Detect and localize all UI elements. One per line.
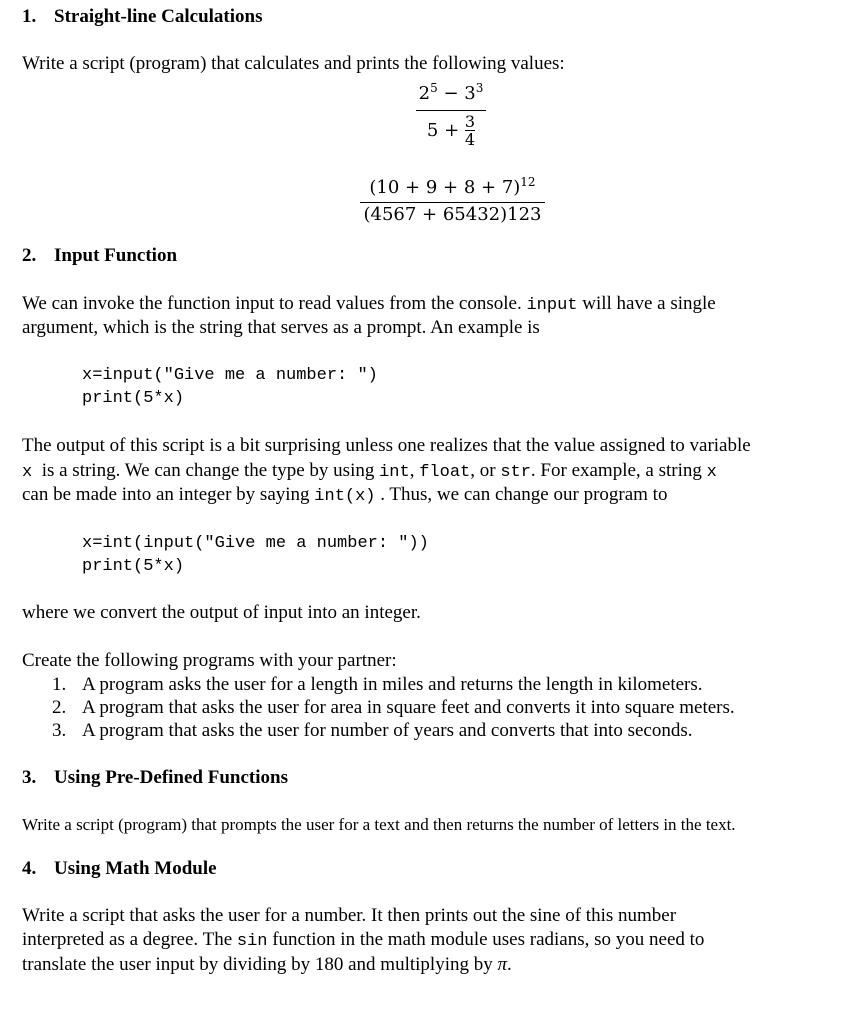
s2-p2-line1: The output of this script is a bit surprising unless one realizes that the value assigned to variable — [22, 435, 751, 456]
s4-p-line1: Write a script that asks the user for a number. It then prints out the sine of this number — [22, 905, 677, 926]
section-2-heading: 2. Input Function — [22, 245, 178, 266]
s2-p1: We can invoke the function input to read values from the console. input will have a single — [22, 293, 716, 315]
code-block-1: x=input("Give me a number: ") print(5*x) — [82, 366, 378, 408]
list-item: 3. A program that asks the user for number of years and converts that into seconds. — [52, 720, 693, 741]
formula-1: $2^5 - 3^3$ 5 + $\frac{3}{4}$ — [416, 76, 486, 148]
s4-p-line3: translate the user input by dividing by 180 and multiplying by π. — [22, 954, 512, 975]
section-3-heading: 3. Using Pre-Defined Functions — [22, 767, 288, 788]
s2-p4: Create the following programs with your partner: — [22, 650, 397, 671]
s1-intro: Write a script (program) that calculates and prints the following values: — [22, 53, 565, 74]
s2-p2-line2: x is a string. We can change the type by using int, float, or str. For example, a string x — [22, 460, 717, 482]
section-4-heading: 4. Using Math Module — [22, 858, 217, 879]
s2-p3: where we convert the output of input into an integer. — [22, 602, 421, 623]
formula-2: $\frac{(10 + 9 + 8 + 7)^{12}}{(4567 + 65432)123}$ — [360, 170, 545, 227]
s2-p2-line3: can be made into an integer by saying int(x) . Thus, we can change our program to — [22, 484, 668, 506]
list-item: 1. A program asks the user for a length in miles and returns the length in kilometers. — [52, 674, 703, 695]
s3-p: Write a script (program) that prompts the user for a text and then returns the number of letters in the text. — [22, 815, 736, 834]
section-1-heading: 1. Straight-line Calculations — [22, 6, 263, 27]
list-item: 2. A program that asks the user for area in square feet and converts it into square meters. — [52, 697, 735, 718]
s4-p-line2: interpreted as a degree. The sin function in the math module uses radians, so you need to — [22, 929, 705, 951]
code-block-2: x=int(input("Give me a number: ")) print(5*x) — [82, 534, 429, 576]
s2-p1-line2: argument, which is the string that serves as a prompt. An example is — [22, 317, 540, 338]
